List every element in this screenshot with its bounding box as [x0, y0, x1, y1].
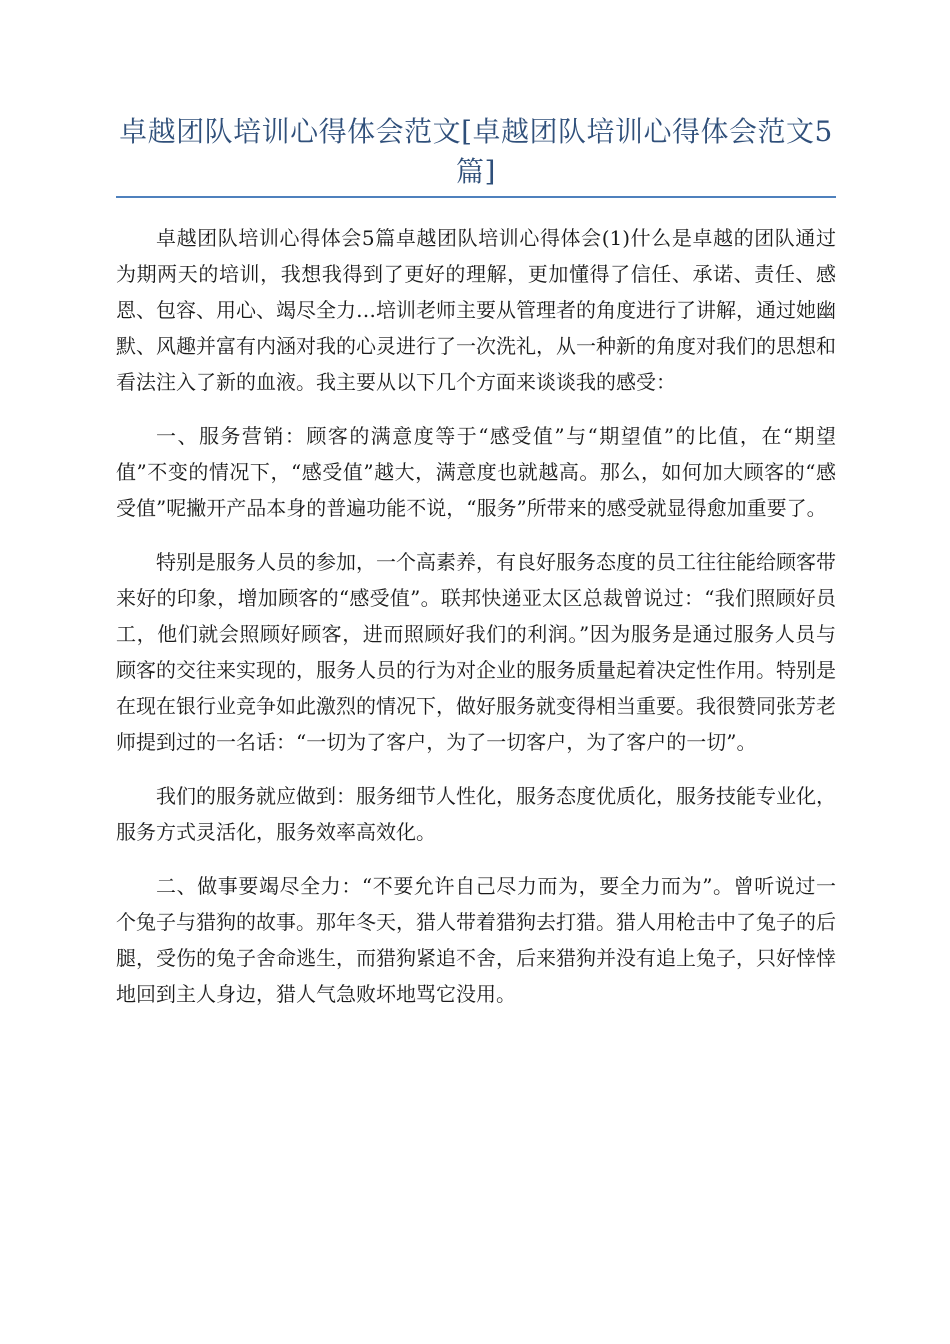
paragraph-full-effort: 二、做事要竭尽全力：“不要允许自己尽力而为，要全力而为”。曾听说过一个兔子与猎狗的故事。那年冬天，猎人带着猎狗去打猎。猎人用枪击中了兔子的后腿，受伤的兔子舍命逃生，而猎狗紧追不舍，后来猎狗并没有追上兔子，只好悻悻地回到主人身边，猎人气急败坏地骂它没用。: [116, 874, 836, 1006]
paragraph-service-staff: 特别是服务人员的参加，一个高素养，有良好服务态度的员工往往能给顾客带来好的印象，增加顾客的“感受值”。联邦快递亚太区总裁曾说过：“我们照顾好员工，他们就会照顾好顾客，进而照顾好我们的利润。”因为服务是通过服务人员与顾客的交往来实现的，服务人员的行为对企业的服务质量起着决定性作用。特别是在现在银行业竞争如此激烈的情况下，做好服务就变得相当重要。我很赞同张芳老师提到过的一名话：“一切为了客户，为了一切客户，为了客户的一切”。: [116, 550, 836, 754]
paragraph-service-marketing: 一、服务营销：顾客的满意度等于“感受值”与“期望值”的比值，在“期望值”不变的情况下，“感受值”越大，满意度也就越高。那么，如何加大顾客的“感受值”呢撇开产品本身的普遍功能不说，“服务”所带来的感受就显得愈加重要了。: [116, 424, 836, 520]
document-title: 卓越团队培训心得体会范文[卓越团队培训心得体会范文5篇]: [119, 115, 833, 188]
document-page: [116, 112, 836, 1030]
document-body: [116, 220, 836, 1012]
paragraph-service-goals: 我们的服务就应做到：服务细节人性化，服务态度优质化，服务技能专业化，服务方式灵活化，服务效率高效化。: [116, 784, 836, 844]
paragraph-intro: 卓越团队培训心得体会5篇卓越团队培训心得体会(1)什么是卓越的团队通过为期两天的培训，我想我得到了更好的理解，更加懂得了信任、承诺、责任、感恩、包容、用心、竭尽全力…培训老师主要从管理者的角度进行了讲解，通过她幽默、风趣并富有内涵对我的心灵进行了一次洗礼，从一种新的角度对我们的思想和看法注入了新的血液。我主要从以下几个方面来谈谈我的感受：: [116, 226, 836, 394]
title-underline: [116, 196, 836, 198]
